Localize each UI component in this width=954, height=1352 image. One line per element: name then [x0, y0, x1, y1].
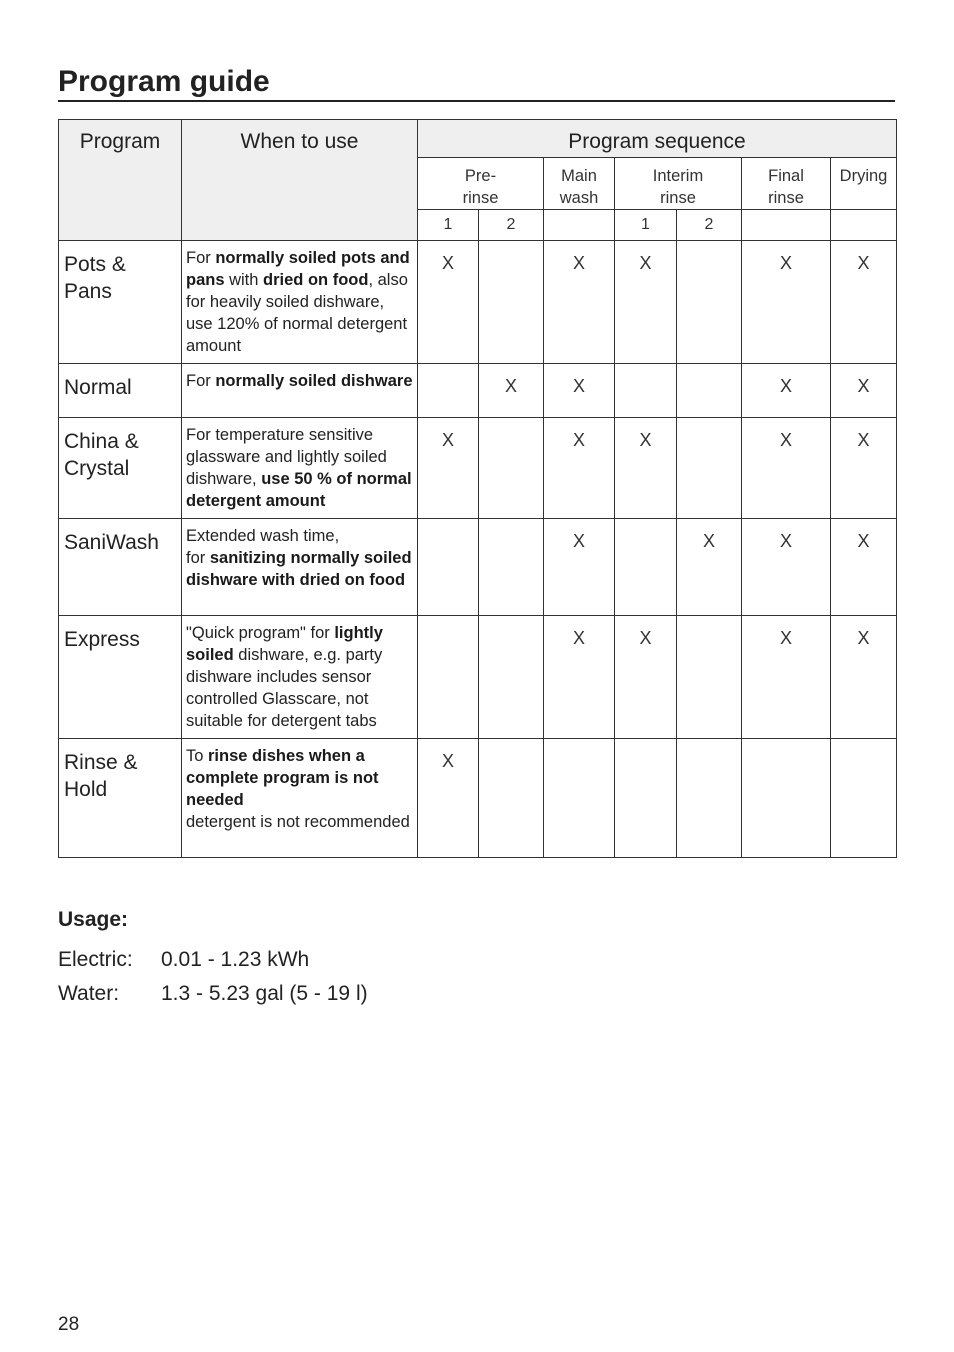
table-row: [59, 364, 897, 418]
step-cell-final-rinse: [742, 519, 831, 616]
program-guide-table: [58, 119, 897, 858]
step-mark: X: [572, 430, 585, 450]
step-mark: X: [779, 253, 792, 273]
step-cell-main-wash: [544, 241, 615, 364]
step-mark: X: [857, 531, 870, 551]
description-text: detergent is not recommended: [186, 813, 410, 831]
step-cell-drying: [831, 418, 897, 519]
description-text: "Quick program" for: [186, 624, 335, 642]
table-row: [59, 418, 897, 519]
emphasis-text: rinse dishes when a complete program is not needed: [186, 747, 379, 809]
step-cell-pre-rinse-2: [479, 418, 544, 519]
step-mark: X: [572, 253, 585, 273]
when-to-use-cell: [182, 418, 418, 519]
description-text: dishware, e.g. party dishware includes sensor controlled Glasscare, not suitable for detergent tabs: [186, 646, 383, 730]
step-cell-interim-rinse-2: [677, 616, 742, 739]
table-row: [59, 739, 897, 858]
step-cell-pre-rinse-2: [479, 364, 544, 418]
program-name-cell: SaniWash: [59, 519, 182, 616]
step-cell-drying: [831, 241, 897, 364]
step-cell-main-wash: [544, 739, 615, 858]
header-interim-rinse-2: 2: [677, 210, 742, 241]
description-text: For: [186, 372, 216, 390]
step-cell-final-rinse: [742, 739, 831, 858]
step-cell-final-rinse: [742, 241, 831, 364]
step-cell-interim-rinse-1: [615, 241, 677, 364]
step-mark: X: [572, 376, 585, 396]
usage-electric-row: [58, 946, 309, 974]
emphasis-text: normally soiled pots and pans: [186, 249, 410, 289]
step-cell-main-wash: [544, 616, 615, 739]
step-cell-interim-rinse-1: [615, 616, 677, 739]
header-main-wash-blank: [544, 210, 615, 241]
header-drying-blank: [831, 210, 897, 241]
description-text: , also for heavily soiled dishware, use 120% of normal detergent amount: [186, 271, 408, 355]
description-text: with: [224, 271, 264, 289]
step-cell-pre-rinse-2: [479, 241, 544, 364]
step-cell-pre-rinse-1: [418, 616, 479, 739]
description-text: For: [186, 249, 216, 267]
emphasis-text: sanitizing normally soiled dishware with dried on food: [186, 549, 412, 589]
step-cell-drying: [831, 616, 897, 739]
description-text: For temperature sensitive glassware and lightly soiled dishware,: [186, 426, 387, 488]
step-cell-main-wash: [544, 519, 615, 616]
page-title: Program guide: [58, 64, 895, 102]
header-pre-rinse-2: 2: [479, 210, 544, 241]
program-name-cell: Pots & Pans: [59, 241, 182, 364]
step-mark: X: [779, 430, 792, 450]
step-cell-pre-rinse-2: [479, 616, 544, 739]
step-mark: X: [441, 751, 454, 771]
usage-electric-value: 0.01 - 1.23 kWh: [161, 948, 310, 971]
header-main-wash: Main wash: [544, 158, 615, 210]
step-cell-drying: [831, 519, 897, 616]
step-cell-interim-rinse-2: [677, 519, 742, 616]
usage-water-value: 1.3 - 5.23 gal (5 - 19 l): [161, 982, 368, 1005]
table-row: [59, 241, 897, 364]
step-mark: X: [779, 628, 792, 648]
usage-water-label: Water:: [58, 982, 120, 1005]
emphasis-text: dried on food: [263, 271, 369, 289]
header-drying: Drying: [831, 158, 897, 210]
when-to-use-cell: [182, 519, 418, 616]
program-name-cell: Express: [59, 616, 182, 739]
header-interim-rinse: Interim rinse: [615, 158, 742, 210]
emphasis-text: lightly soiled: [186, 624, 383, 664]
step-cell-interim-rinse-1: [615, 418, 677, 519]
description-text: Extended wash time, for: [186, 527, 340, 567]
emphasis-text: use 50 % of normal detergent amount: [186, 470, 412, 510]
header-program: Program: [59, 120, 182, 241]
page-number: 28: [58, 1314, 80, 1335]
step-cell-interim-rinse-2: [677, 418, 742, 519]
step-mark: X: [779, 531, 792, 551]
usage-heading: Usage:: [58, 908, 129, 931]
step-mark: X: [639, 628, 652, 648]
step-mark: X: [857, 376, 870, 396]
step-cell-pre-rinse-2: [479, 739, 544, 858]
step-cell-pre-rinse-1: [418, 418, 479, 519]
header-pre-rinse-1: 1: [418, 210, 479, 241]
table-header: [59, 120, 897, 241]
step-mark: X: [702, 531, 715, 551]
step-mark: X: [441, 430, 454, 450]
step-mark: X: [639, 253, 652, 273]
step-cell-interim-rinse-1: [615, 364, 677, 418]
step-cell-drying: [831, 739, 897, 858]
header-final-rinse-blank: [742, 210, 831, 241]
when-to-use-cell: [182, 364, 418, 418]
emphasis-text: normally soiled dishware: [215, 372, 413, 390]
program-name-cell: Rinse & Hold: [59, 739, 182, 858]
program-name-cell: Normal: [59, 364, 182, 418]
header-when-to-use: When to use: [182, 120, 418, 241]
step-mark: X: [779, 376, 792, 396]
step-mark: X: [857, 628, 870, 648]
step-mark: X: [857, 430, 870, 450]
header-final-rinse: Final rinse: [742, 158, 831, 210]
step-cell-interim-rinse-2: [677, 739, 742, 858]
step-cell-drying: [831, 364, 897, 418]
step-cell-main-wash: [544, 418, 615, 519]
step-cell-pre-rinse-1: [418, 241, 479, 364]
step-cell-final-rinse: [742, 364, 831, 418]
step-mark: X: [441, 253, 454, 273]
step-cell-interim-rinse-2: [677, 364, 742, 418]
step-mark: X: [572, 531, 585, 551]
table-row: [59, 616, 897, 739]
usage-electric-label: Electric:: [58, 948, 133, 971]
usage-water-row: [58, 980, 368, 1008]
header-interim-rinse-1: 1: [615, 210, 677, 241]
step-cell-pre-rinse-1: [418, 364, 479, 418]
step-cell-pre-rinse-2: [479, 519, 544, 616]
header-pre-rinse: Pre- rinse: [418, 158, 544, 210]
when-to-use-cell: [182, 616, 418, 739]
step-cell-interim-rinse-2: [677, 241, 742, 364]
step-mark: X: [857, 253, 870, 273]
when-to-use-cell: [182, 241, 418, 364]
step-mark: X: [639, 430, 652, 450]
step-cell-interim-rinse-1: [615, 519, 677, 616]
step-cell-interim-rinse-1: [615, 739, 677, 858]
table-body: [59, 241, 897, 858]
when-to-use-cell: [182, 739, 418, 858]
program-name-cell: China & Crystal: [59, 418, 182, 519]
header-program-sequence: Program sequence: [418, 120, 897, 158]
step-cell-pre-rinse-1: [418, 739, 479, 858]
step-mark: X: [572, 628, 585, 648]
step-mark: X: [504, 376, 517, 396]
description-text: To: [186, 747, 209, 765]
step-cell-pre-rinse-1: [418, 519, 479, 616]
step-cell-final-rinse: [742, 616, 831, 739]
table-row: [59, 519, 897, 616]
step-cell-main-wash: [544, 364, 615, 418]
step-cell-final-rinse: [742, 418, 831, 519]
